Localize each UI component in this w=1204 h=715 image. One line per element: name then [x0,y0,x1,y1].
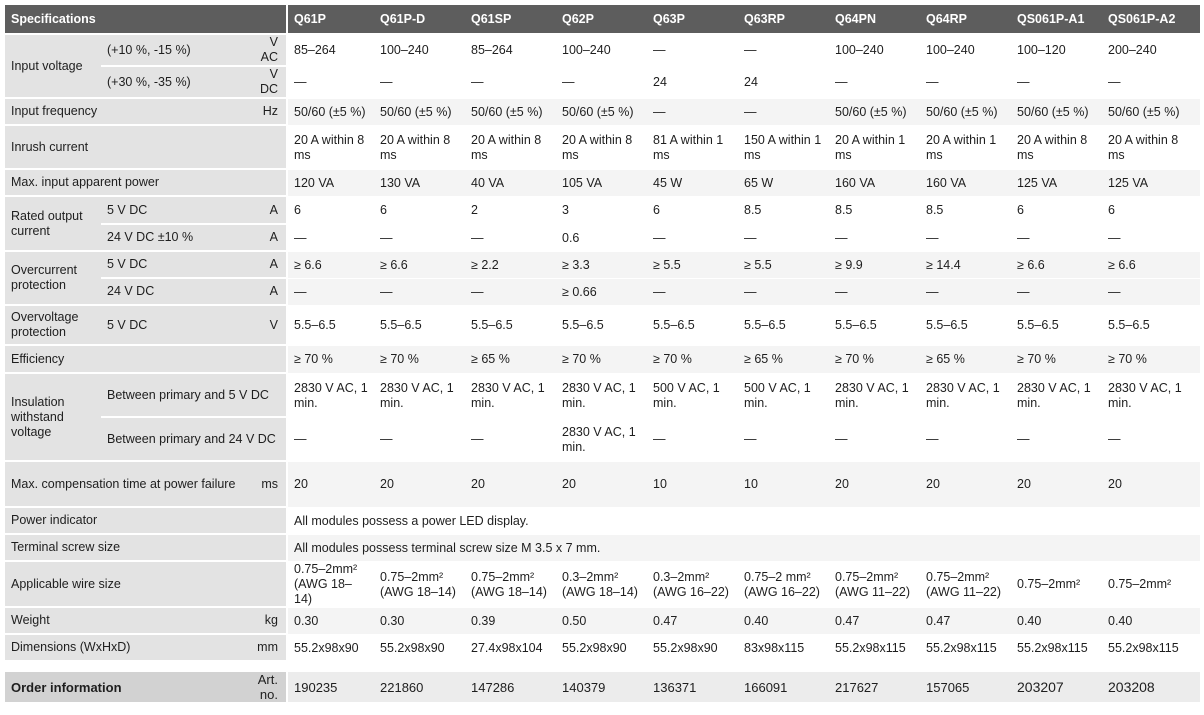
spec-value: 0.75–2mm² [1102,562,1200,608]
spec-value: 0.3–2mm² (AWG 18–14) [556,562,647,608]
spec-value: ≥ 70 % [374,346,465,374]
spec-value: — [920,67,1011,99]
spec-value: ≥ 70 % [556,346,647,374]
spec-value: 50/60 (±5 %) [1102,99,1200,126]
spec-note: All modules possess a power LED display. [286,508,1200,535]
spec-value: 2830 V AC, 1 min. [556,374,647,418]
row-sublabel: Between primary and 5 V DC [101,374,286,418]
model-header: Q63RP [738,5,829,35]
spec-value: — [738,99,829,126]
spec-value: — [1011,279,1102,306]
spec-value: 0.40 [738,608,829,635]
spec-value: 50/60 (±5 %) [920,99,1011,126]
order-number: 203207 [1011,672,1102,704]
spec-value: ≥ 5.5 [738,252,829,279]
spec-value: ≥ 65 % [465,346,556,374]
row-label: Input voltage [5,35,101,99]
row-label: Max. compensation time at power failure [5,462,244,508]
row-sublabel: 5 V DC [101,252,244,279]
spec-value: 45 W [647,170,738,197]
order-number: 166091 [738,672,829,704]
spec-value: 55.2x98x90 [647,635,738,662]
spec-value: ≥ 9.9 [829,252,920,279]
row-label: Terminal screw size [5,535,286,562]
spec-row [5,279,1200,306]
spec-value: — [829,225,920,252]
spec-value: 0.30 [286,608,374,635]
spec-value: 160 VA [829,170,920,197]
spec-value: 8.5 [920,197,1011,225]
spec-value: 0.75–2mm² (AWG 18–14) [286,562,374,608]
spec-value: 5.5–6.5 [286,306,374,346]
spec-value: 20 [829,462,920,508]
spec-value: ≥ 65 % [738,346,829,374]
spec-value: ≥ 6.6 [374,252,465,279]
spec-value: — [647,418,738,462]
spec-row [5,374,1200,418]
spec-value: 3 [556,197,647,225]
spec-row [5,252,1200,279]
spec-value: ≥ 70 % [1011,346,1102,374]
row-unit: A [244,279,286,306]
spec-value: 8.5 [738,197,829,225]
row-unit: A [244,225,286,252]
row-label: Efficiency [5,346,286,374]
spec-value: 100–240 [920,35,1011,67]
spec-value: 8.5 [829,197,920,225]
order-row [5,672,1200,704]
spec-value: 6 [374,197,465,225]
spec-row [5,35,1200,67]
spec-value: — [829,67,920,99]
spec-value: 500 V AC, 1 min. [647,374,738,418]
spec-value: 100–240 [829,35,920,67]
spec-value: 5.5–6.5 [1102,306,1200,346]
spec-row [5,418,1200,462]
spec-value: 20 A within 8 ms [556,126,647,170]
spec-value: 0.50 [556,608,647,635]
spec-value: — [829,279,920,306]
spec-value: — [1102,418,1200,462]
spec-value: 85–264 [286,35,374,67]
spec-value: 20 A within 1 ms [920,126,1011,170]
spec-value: 500 V AC, 1 min. [738,374,829,418]
row-unit: V AC [244,35,286,67]
row-unit: A [244,252,286,279]
spec-row [5,462,1200,508]
spec-row [5,99,1200,126]
spec-value: — [1011,67,1102,99]
spec-value: 0.40 [1011,608,1102,635]
spec-value: 55.2x98x115 [920,635,1011,662]
row-sublabel: Between primary and 24 V DC [101,418,286,462]
spec-value: 20 [920,462,1011,508]
order-number: 203208 [1102,672,1200,704]
row-label: Max. input apparent power [5,170,286,197]
row-sublabel: (+30 %, -35 %) [101,67,244,99]
model-header: Q61P [286,5,374,35]
spec-value: 65 W [738,170,829,197]
spec-row [5,562,1200,608]
spec-value: 100–240 [556,35,647,67]
row-sublabel: 5 V DC [101,197,244,225]
spec-value: 81 A within 1 ms [647,126,738,170]
spec-body [5,35,1200,662]
spec-value: — [374,225,465,252]
spec-value: 5.5–6.5 [1011,306,1102,346]
model-header: Q61SP [465,5,556,35]
row-sublabel: (+10 %, -15 %) [101,35,244,67]
spec-value: 20 [286,462,374,508]
spec-value: 0.75–2mm² (AWG 11–22) [920,562,1011,608]
spec-value: 55.2x98x115 [1011,635,1102,662]
spec-row [5,346,1200,374]
spec-value: ≥ 70 % [647,346,738,374]
row-unit: Hz [244,99,286,126]
spec-value: ≥ 6.6 [286,252,374,279]
row-label: Inrush current [5,126,286,170]
spec-value: ≥ 3.3 [556,252,647,279]
spec-value: — [286,225,374,252]
order-unit: Art. no. [244,672,286,704]
spec-value: 20 A within 1 ms [829,126,920,170]
row-unit: kg [244,608,286,635]
row-sublabel: 24 V DC [101,279,244,306]
spec-value: 125 VA [1011,170,1102,197]
spec-value: 10 [647,462,738,508]
spec-value: — [738,279,829,306]
model-header: Q61P-D [374,5,465,35]
spec-value: 0.39 [465,608,556,635]
spec-value: 0.75–2mm² (AWG 18–14) [465,562,556,608]
spec-value: 50/60 (±5 %) [286,99,374,126]
spec-value: 50/60 (±5 %) [1011,99,1102,126]
spec-value: — [465,279,556,306]
spec-value: 83x98x115 [738,635,829,662]
spec-value: 0.3–2mm² (AWG 16–22) [647,562,738,608]
row-unit: ms [244,462,286,508]
spec-value: 5.5–6.5 [738,306,829,346]
spec-value: 20 A within 8 ms [286,126,374,170]
order-label: Order information [5,672,244,704]
spec-value: 0.30 [374,608,465,635]
spec-value: 10 [738,462,829,508]
spec-value: — [738,225,829,252]
spec-value: 50/60 (±5 %) [829,99,920,126]
spec-value: ≥ 65 % [920,346,1011,374]
spec-value: 40 VA [465,170,556,197]
spec-row [5,67,1200,99]
spec-value: ≥ 2.2 [465,252,556,279]
row-label: Overcurrent protection [5,252,101,306]
spec-value: 0.75–2 mm² (AWG 16–22) [738,562,829,608]
row-unit: A [244,197,286,225]
spec-value: 5.5–6.5 [374,306,465,346]
spec-value: — [465,225,556,252]
spec-value: ≥ 6.6 [1011,252,1102,279]
spec-value: 55.2x98x90 [286,635,374,662]
spec-value: — [738,35,829,67]
order-number: 217627 [829,672,920,704]
spec-value: 200–240 [1102,35,1200,67]
spec-value: — [374,418,465,462]
model-header: Q64RP [920,5,1011,35]
model-header: QS061P-A2 [1102,5,1200,35]
spec-value: — [647,35,738,67]
spec-value: 20 [556,462,647,508]
spec-row [5,535,1200,562]
spec-value: 50/60 (±5 %) [374,99,465,126]
spec-value: 100–240 [374,35,465,67]
spec-value: — [1011,225,1102,252]
spec-value: 2830 V AC, 1 min. [920,374,1011,418]
spec-value: 2830 V AC, 1 min. [1011,374,1102,418]
spec-value: 24 [647,67,738,99]
spec-value: 125 VA [1102,170,1200,197]
row-label: Insulation withstand voltage [5,374,101,462]
order-number: 136371 [647,672,738,704]
spec-value: — [1011,418,1102,462]
spec-value: 0.75–2mm² (AWG 18–14) [374,562,465,608]
spec-value: 20 [1011,462,1102,508]
spec-row [5,225,1200,252]
spec-value: 0.75–2mm² (AWG 11–22) [829,562,920,608]
spec-value: ≥ 5.5 [647,252,738,279]
spec-value: ≥ 70 % [829,346,920,374]
row-unit: mm [244,635,286,662]
row-sublabel: 5 V DC [101,306,244,346]
spec-value: — [465,418,556,462]
model-header: Q63P [647,5,738,35]
order-number: 190235 [286,672,374,704]
spec-value: — [647,279,738,306]
spec-value: — [647,99,738,126]
spec-value: 6 [647,197,738,225]
spec-note: All modules possess terminal screw size M 3.5 x 7 mm. [286,535,1200,562]
spec-value: 2830 V AC, 1 min. [465,374,556,418]
spec-value: 55.2x98x115 [829,635,920,662]
row-label: Input frequency [5,99,244,126]
spec-value: 5.5–6.5 [556,306,647,346]
row-sublabel: 24 V DC ±10 % [101,225,244,252]
header-title: Specifications [5,5,286,35]
spec-value: 85–264 [465,35,556,67]
spec-value: 6 [1011,197,1102,225]
spec-value: — [920,279,1011,306]
spec-value: — [647,225,738,252]
spec-value: 2830 V AC, 1 min. [286,374,374,418]
spec-value: — [374,67,465,99]
spec-value: — [286,418,374,462]
spec-value: — [286,279,374,306]
spec-row [5,306,1200,346]
spec-value: 120 VA [286,170,374,197]
order-table [5,672,1200,704]
spec-value: — [1102,279,1200,306]
spec-value: 5.5–6.5 [920,306,1011,346]
row-label: Overvoltage protection [5,306,101,346]
header-row [5,5,1200,35]
spec-row [5,508,1200,535]
spec-value: ≥ 70 % [1102,346,1200,374]
spec-row [5,608,1200,635]
spec-value: 100–120 [1011,35,1102,67]
spec-value: 160 VA [920,170,1011,197]
spec-value: 20 A within 8 ms [1102,126,1200,170]
spec-value: — [920,418,1011,462]
spec-value: — [829,418,920,462]
spec-value: 150 A within 1 ms [738,126,829,170]
spec-value: 130 VA [374,170,465,197]
order-number: 140379 [556,672,647,704]
model-header: Q64PN [829,5,920,35]
model-header: QS061P-A1 [1011,5,1102,35]
spec-value: 27.4x98x104 [465,635,556,662]
spec-value: 2 [465,197,556,225]
spec-value: 20 A within 8 ms [374,126,465,170]
spec-row [5,126,1200,170]
specifications-table [5,5,1200,662]
spec-value: 2830 V AC, 1 min. [829,374,920,418]
spec-value: 0.47 [829,608,920,635]
model-header: Q62P [556,5,647,35]
spec-value: 5.5–6.5 [829,306,920,346]
spec-value: — [465,67,556,99]
row-label: Applicable wire size [5,562,286,608]
spec-value: 0.40 [1102,608,1200,635]
spec-value: 0.75–2mm² [1011,562,1102,608]
row-label: Power indicator [5,508,286,535]
spec-value: — [286,67,374,99]
spec-value: 20 [1102,462,1200,508]
spec-value: ≥ 6.6 [1102,252,1200,279]
spec-value: 20 A within 8 ms [1011,126,1102,170]
spec-value: 5.5–6.5 [647,306,738,346]
spec-value: ≥ 14.4 [920,252,1011,279]
spec-value: — [1102,225,1200,252]
spec-value: — [556,67,647,99]
spec-value: 55.2x98x90 [374,635,465,662]
order-number: 147286 [465,672,556,704]
spec-value: — [738,418,829,462]
spec-value: 24 [738,67,829,99]
spec-value: ≥ 0.66 [556,279,647,306]
spec-value: 0.47 [920,608,1011,635]
row-label: Dimensions (WxHxD) [5,635,244,662]
spec-value: 5.5–6.5 [465,306,556,346]
row-unit: V DC [244,67,286,99]
spec-value: 6 [286,197,374,225]
spec-row [5,170,1200,197]
spec-value: 2830 V AC, 1 min. [1102,374,1200,418]
spec-value: 0.6 [556,225,647,252]
spec-value: 55.2x98x115 [1102,635,1200,662]
order-number: 221860 [374,672,465,704]
order-number: 157065 [920,672,1011,704]
spec-value: 20 [374,462,465,508]
spec-value: — [1102,67,1200,99]
spec-value: — [920,225,1011,252]
row-unit: V [244,306,286,346]
spec-value: 50/60 (±5 %) [465,99,556,126]
spec-value: 50/60 (±5 %) [556,99,647,126]
row-label: Weight [5,608,244,635]
spec-value: — [374,279,465,306]
spec-value: 105 VA [556,170,647,197]
spec-value: 55.2x98x90 [556,635,647,662]
spec-row [5,197,1200,225]
spec-value: 20 A within 8 ms [465,126,556,170]
spec-value: 6 [1102,197,1200,225]
spec-value: 2830 V AC, 1 min. [374,374,465,418]
spec-value: ≥ 70 % [286,346,374,374]
row-label: Rated output current [5,197,101,252]
spec-value: 20 [465,462,556,508]
spec-value: 0.47 [647,608,738,635]
spec-row [5,635,1200,662]
spec-value: 2830 V AC, 1 min. [556,418,647,462]
